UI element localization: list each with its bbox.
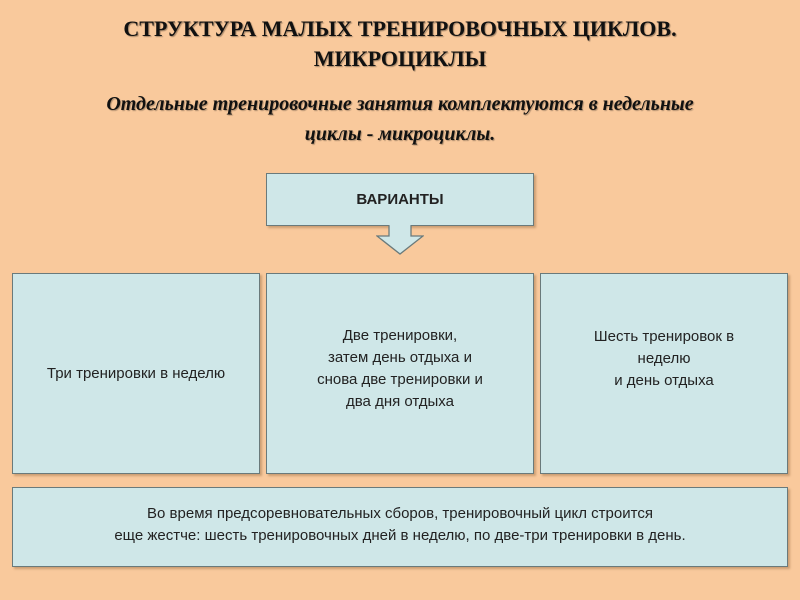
option-line: Три тренировки в неделю [46, 364, 226, 382]
slide-subtitle-line-2: циклы - микроциклы. [304, 123, 496, 145]
option-text [47, 363, 225, 385]
slide-title [0, 14, 800, 74]
option-line: Две тренировки, [342, 326, 458, 344]
note-line-1: Во время предсоревновательных сборов, тренировочный цикл строится [147, 505, 653, 522]
note-box [12, 487, 788, 567]
note-line-2: еще жестче: шесть тренировочных дней в неделю, по две-три тренировки в день. [114, 527, 686, 544]
option-line: снова две тренировки и [317, 370, 483, 388]
option-line: Шесть тренировок в [593, 327, 735, 345]
option-box-two-plus-two [266, 273, 534, 474]
down-arrow-icon [376, 225, 424, 255]
option-text [317, 325, 483, 413]
variants-box [266, 173, 534, 226]
note-text [114, 503, 685, 547]
variants-label: ВАРИАНТЫ [356, 191, 444, 208]
option-line: и день отдыха [614, 371, 714, 389]
option-line: два дня отдыха [346, 392, 454, 410]
option-line: затем день отдыха и [328, 348, 472, 366]
option-box-six-trainings [540, 273, 788, 474]
option-text [594, 326, 734, 392]
option-box-three-trainings [12, 273, 260, 474]
slide-subtitle-line-1: Отдельные тренировочные занятия комплектуются в недельные [106, 93, 694, 115]
slide-title-line-1: СТРУКТУРА МАЛЫХ ТРЕНИРОВОЧНЫХ ЦИКЛОВ. [123, 16, 677, 41]
slide-title-line-2: МИКРОЦИКЛЫ [313, 46, 487, 71]
option-line: неделю [637, 349, 691, 367]
slide-subtitle [0, 89, 800, 149]
